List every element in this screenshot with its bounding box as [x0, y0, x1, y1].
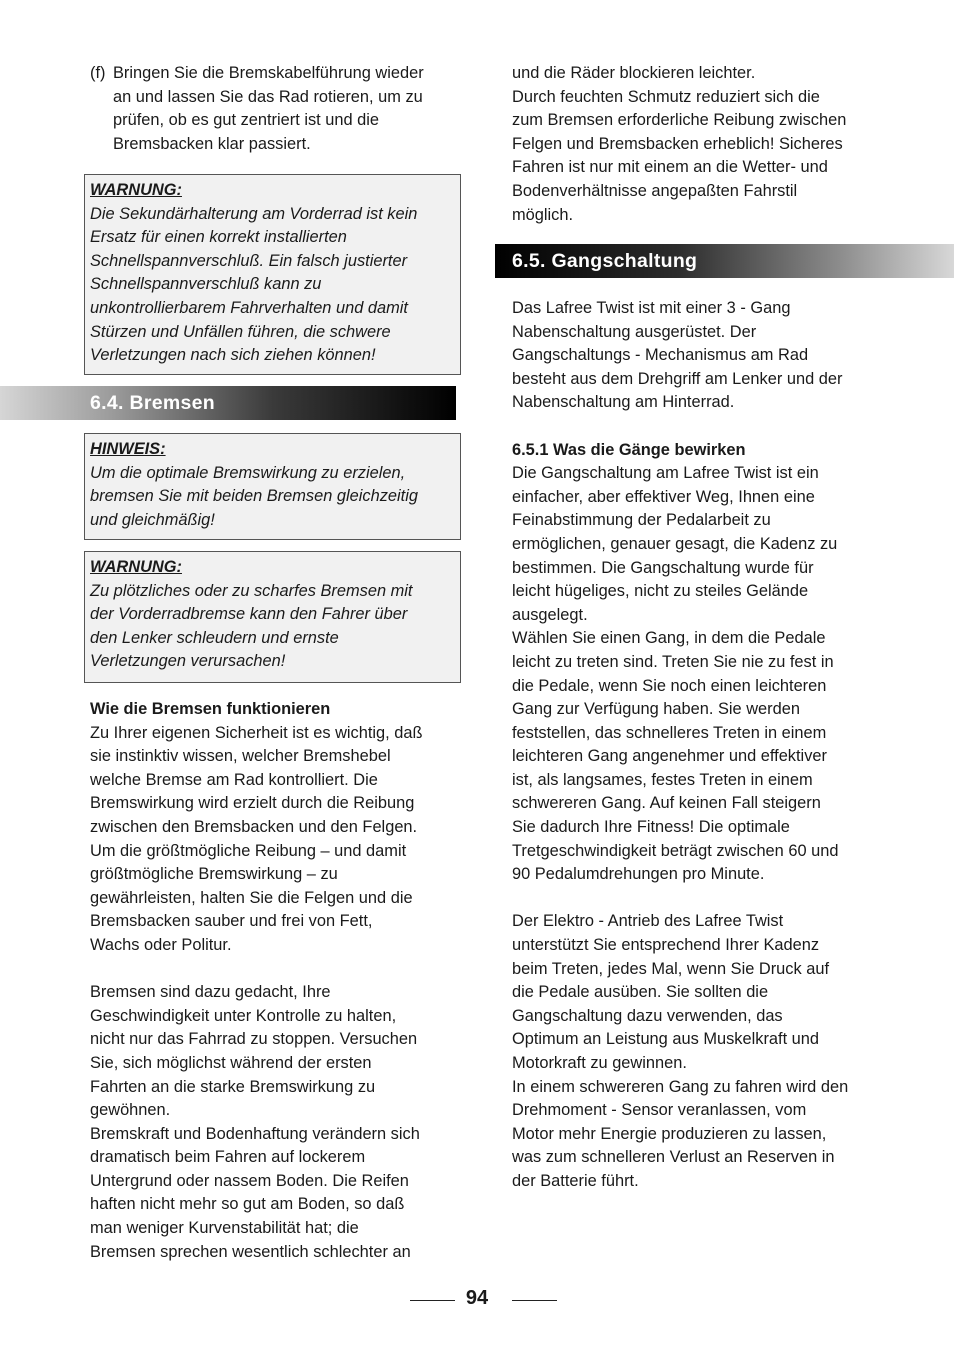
text-line: Der Elektro - Antrieb des Lafree Twist [512, 912, 784, 931]
hint-line: und gleichmäßig! [90, 510, 215, 529]
text-line: Motorkraft zu gewinnen. [512, 1054, 687, 1072]
text-line: Sie dadurch Ihre Fitness! Die optimale [512, 818, 790, 837]
warning-line: der Vorderradbremse kann den Fahrer über [90, 605, 408, 624]
text-line: man weniger Kurvenstabilität hat; die [90, 1219, 359, 1238]
text-line: einfacher, aber effektiver Weg, Ihnen eine [512, 487, 815, 506]
item-f-line: prüfen, ob es gut zentriert ist und die [113, 111, 380, 130]
paragraph [512, 297, 884, 415]
warning-line: Verletzungen nach sich ziehen können! [90, 346, 376, 365]
text-line: schwereren Gang. Auf keinen Fall steigern [512, 794, 821, 813]
warning-box-braking [84, 551, 461, 683]
text-line: Zu Ihrer eigenen Sicherheit ist es wichtig, daß [90, 723, 423, 742]
text-line: Motor mehr Energie produzieren zu lassen, [512, 1124, 827, 1143]
text-line: nicht nur das Fahrrad zu stoppen. Versuchen [90, 1030, 418, 1049]
text-line: Nabenschaltung ausgerüstet. Der [512, 322, 757, 341]
gears-body [512, 297, 884, 1194]
paragraph [512, 462, 884, 627]
warning-line: Stürzen und Unfällen führen, die schwere [90, 322, 391, 341]
warning-line: Ersatz für einen korrekt installierten [90, 228, 347, 247]
text-line: Bremskraft und Bodenhaftung verändern sich [90, 1124, 420, 1143]
text-line: bestimmen. Die Gangschaltung wurde für [512, 558, 814, 577]
text-line: Untergrund oder nassem Boden. Die Reifen [90, 1171, 409, 1190]
text-line: Bremsbacken sauber und frei von Fett, [90, 912, 373, 931]
text-line: Das Lafree Twist ist mit einer 3 - Gang [512, 299, 791, 317]
text-line: haften nicht mehr so gut am Boden, so daß [90, 1195, 405, 1214]
text-line: ist, als langsames, festes Treten in einem [512, 770, 813, 789]
text-line: Feinabstimmung der Pedalarbeit zu [512, 511, 771, 530]
page-number: 94 [465, 1287, 489, 1309]
body-heading: Wie die Bremsen funktionieren [90, 700, 331, 718]
sub-heading: 6.5.1 Was die Gänge bewirken [512, 440, 746, 459]
warning-line: Zu plötzliches oder zu scharfes Bremsen mit [90, 581, 413, 600]
warning-line: Schnellspannverschluß kann zu [90, 275, 322, 294]
warning-line: den Lenker schleudern und ernste [90, 628, 339, 647]
text-line: Bremsen sprechen wesentlich schlechter an [90, 1242, 411, 1261]
paragraph [90, 1123, 460, 1265]
text-line: leicht hügeliges, nicht zu steiles Gelände [512, 582, 809, 601]
text-line: Felgen und Bremsbacken erheblich! Sicheres [512, 134, 843, 153]
paragraph [512, 910, 884, 1075]
text-line: Tretgeschwindigkeit beträgt zwischen 60 und [512, 841, 839, 860]
text-line: möglich. [512, 205, 574, 224]
text-line: leichteren Gang angenehmer und effektiver [512, 747, 827, 766]
text-line: ermöglichen, genauer gesagt, die Kadenz zu [512, 534, 838, 553]
text-line: zwischen den Bremsbacken und den Felgen. [90, 817, 418, 836]
text-line: Fahren ist nur mit einem an die Wetter- und [512, 158, 828, 177]
text-line: gewährleisten, halten Sie die Felgen und die [90, 888, 413, 907]
warning-line: unkontrollierbarem Fahrverhalten und damit [90, 298, 408, 317]
item-f-line: Bremsbacken klar passiert. [113, 134, 311, 153]
hint-box [84, 433, 461, 540]
text-line: Nabenschaltung am Hinterrad. [512, 393, 735, 412]
text-line: In einem schwereren Gang zu fahren wird den [512, 1077, 849, 1096]
text-line: Fahrten an die starke Bremswirkung zu [90, 1077, 376, 1096]
text-line: Bremsen sind dazu gedacht, Ihre [90, 983, 331, 1002]
text-line: Um die größtmögliche Reibung – und damit [90, 841, 407, 860]
text-line: gewöhnen. [90, 1101, 171, 1120]
warning-title: WARNUNG: [90, 558, 182, 576]
section-heading-gears: 6.5. Gangschaltung [495, 244, 954, 278]
text-line: beim Treten, jedes Mal, wenn Sie Druck auf [512, 959, 830, 978]
text-line: ausgelegt. [512, 605, 588, 624]
paragraph [90, 981, 460, 1123]
text-line: größtmögliche Bremswirkung – zu [90, 865, 338, 884]
text-line: Wählen Sie einen Gang, in dem die Pedale [512, 629, 826, 648]
text-line: unterstützt Sie entsprechend Ihrer Kadenz [512, 936, 820, 955]
item-f-line: Bringen Sie die Bremskabelführung wieder [113, 64, 424, 82]
text-line: Gang zur Verfügung haben. Sie werden [512, 700, 800, 719]
item-label: (f) [90, 64, 106, 82]
text-line: Optimum an Leistung aus Muskelkraft und [512, 1030, 820, 1049]
text-line: die Pedale, wenn Sie noch einen leichteren [512, 676, 827, 695]
paragraph [512, 1076, 884, 1194]
text-line: sie instinktiv wissen, welcher Bremshebel [90, 747, 391, 766]
text-line: besteht aus dem Drehgriff am Lenker und der [512, 369, 843, 388]
text-line: Gangschaltung dazu verwenden, das [512, 1006, 783, 1025]
paragraph [90, 722, 460, 958]
warning-box-quick-release [84, 174, 461, 375]
text-line: Durch feuchten Schmutz reduziert sich die [512, 87, 820, 106]
hint-line: bremsen Sie mit beiden Bremsen gleichzeitig [90, 487, 418, 506]
text-line: leicht zu treten sind. Treten Sie nie zu fest in [512, 652, 834, 671]
text-line: der Batterie führt. [512, 1171, 639, 1190]
page-number-rule-right [512, 1300, 557, 1301]
text-line: dramatisch beim Fahren auf lockerem [90, 1148, 366, 1167]
warning-line: Die Sekundärhalterung am Vorderrad ist kein [90, 204, 418, 223]
text-line: 90 Pedalumdrehungen pro Minute. [512, 865, 765, 884]
hint-line: Um die optimale Bremswirkung zu erzielen, [90, 463, 406, 482]
text-line: Bremswirkung wird erzielt durch die Reibung [90, 794, 415, 813]
brakes-continuation [512, 62, 884, 227]
hint-title: HINWEIS: [90, 440, 166, 458]
text-line: Geschwindigkeit unter Kontrolle zu halten, [90, 1006, 397, 1025]
warning-title: WARNUNG: [90, 181, 182, 199]
text-line: Drehmoment - Sensor veranlassen, vom [512, 1101, 807, 1120]
text-line: feststellen, das schnelleres Treten in einem [512, 723, 827, 742]
brakes-body [90, 698, 460, 1264]
text-line: Die Gangschaltung am Lafree Twist ist ein [512, 464, 819, 483]
section-heading-brakes: 6.4. Bremsen [0, 386, 456, 420]
text-line: Gangschaltungs - Mechanismus am Rad [512, 346, 809, 365]
text-line: was zum schnelleren Verlust an Reserven in [512, 1148, 835, 1167]
warning-line: Verletzungen verursachen! [90, 652, 286, 671]
text-line: die Pedale ausüben. Sie sollten die [512, 983, 769, 1002]
text-line: Sie, sich möglichst während der ersten [90, 1053, 372, 1072]
text-line: welche Bremse am Rad kontrolliert. Die [90, 770, 378, 789]
instruction-item-f [90, 62, 460, 156]
warning-line: Schnellspannverschluß. Ein falsch justierter [90, 251, 408, 270]
paragraph [512, 627, 884, 887]
text-line: zum Bremsen erforderliche Reibung zwischen [512, 111, 847, 130]
item-f-line: an und lassen Sie das Rad rotieren, um zu [113, 87, 423, 106]
text-line: Wachs oder Politur. [90, 935, 232, 954]
text-line: Bodenverhältnisse angepaßten Fahrstil [512, 181, 798, 200]
text-line: und die Räder blockieren leichter. [512, 64, 756, 82]
